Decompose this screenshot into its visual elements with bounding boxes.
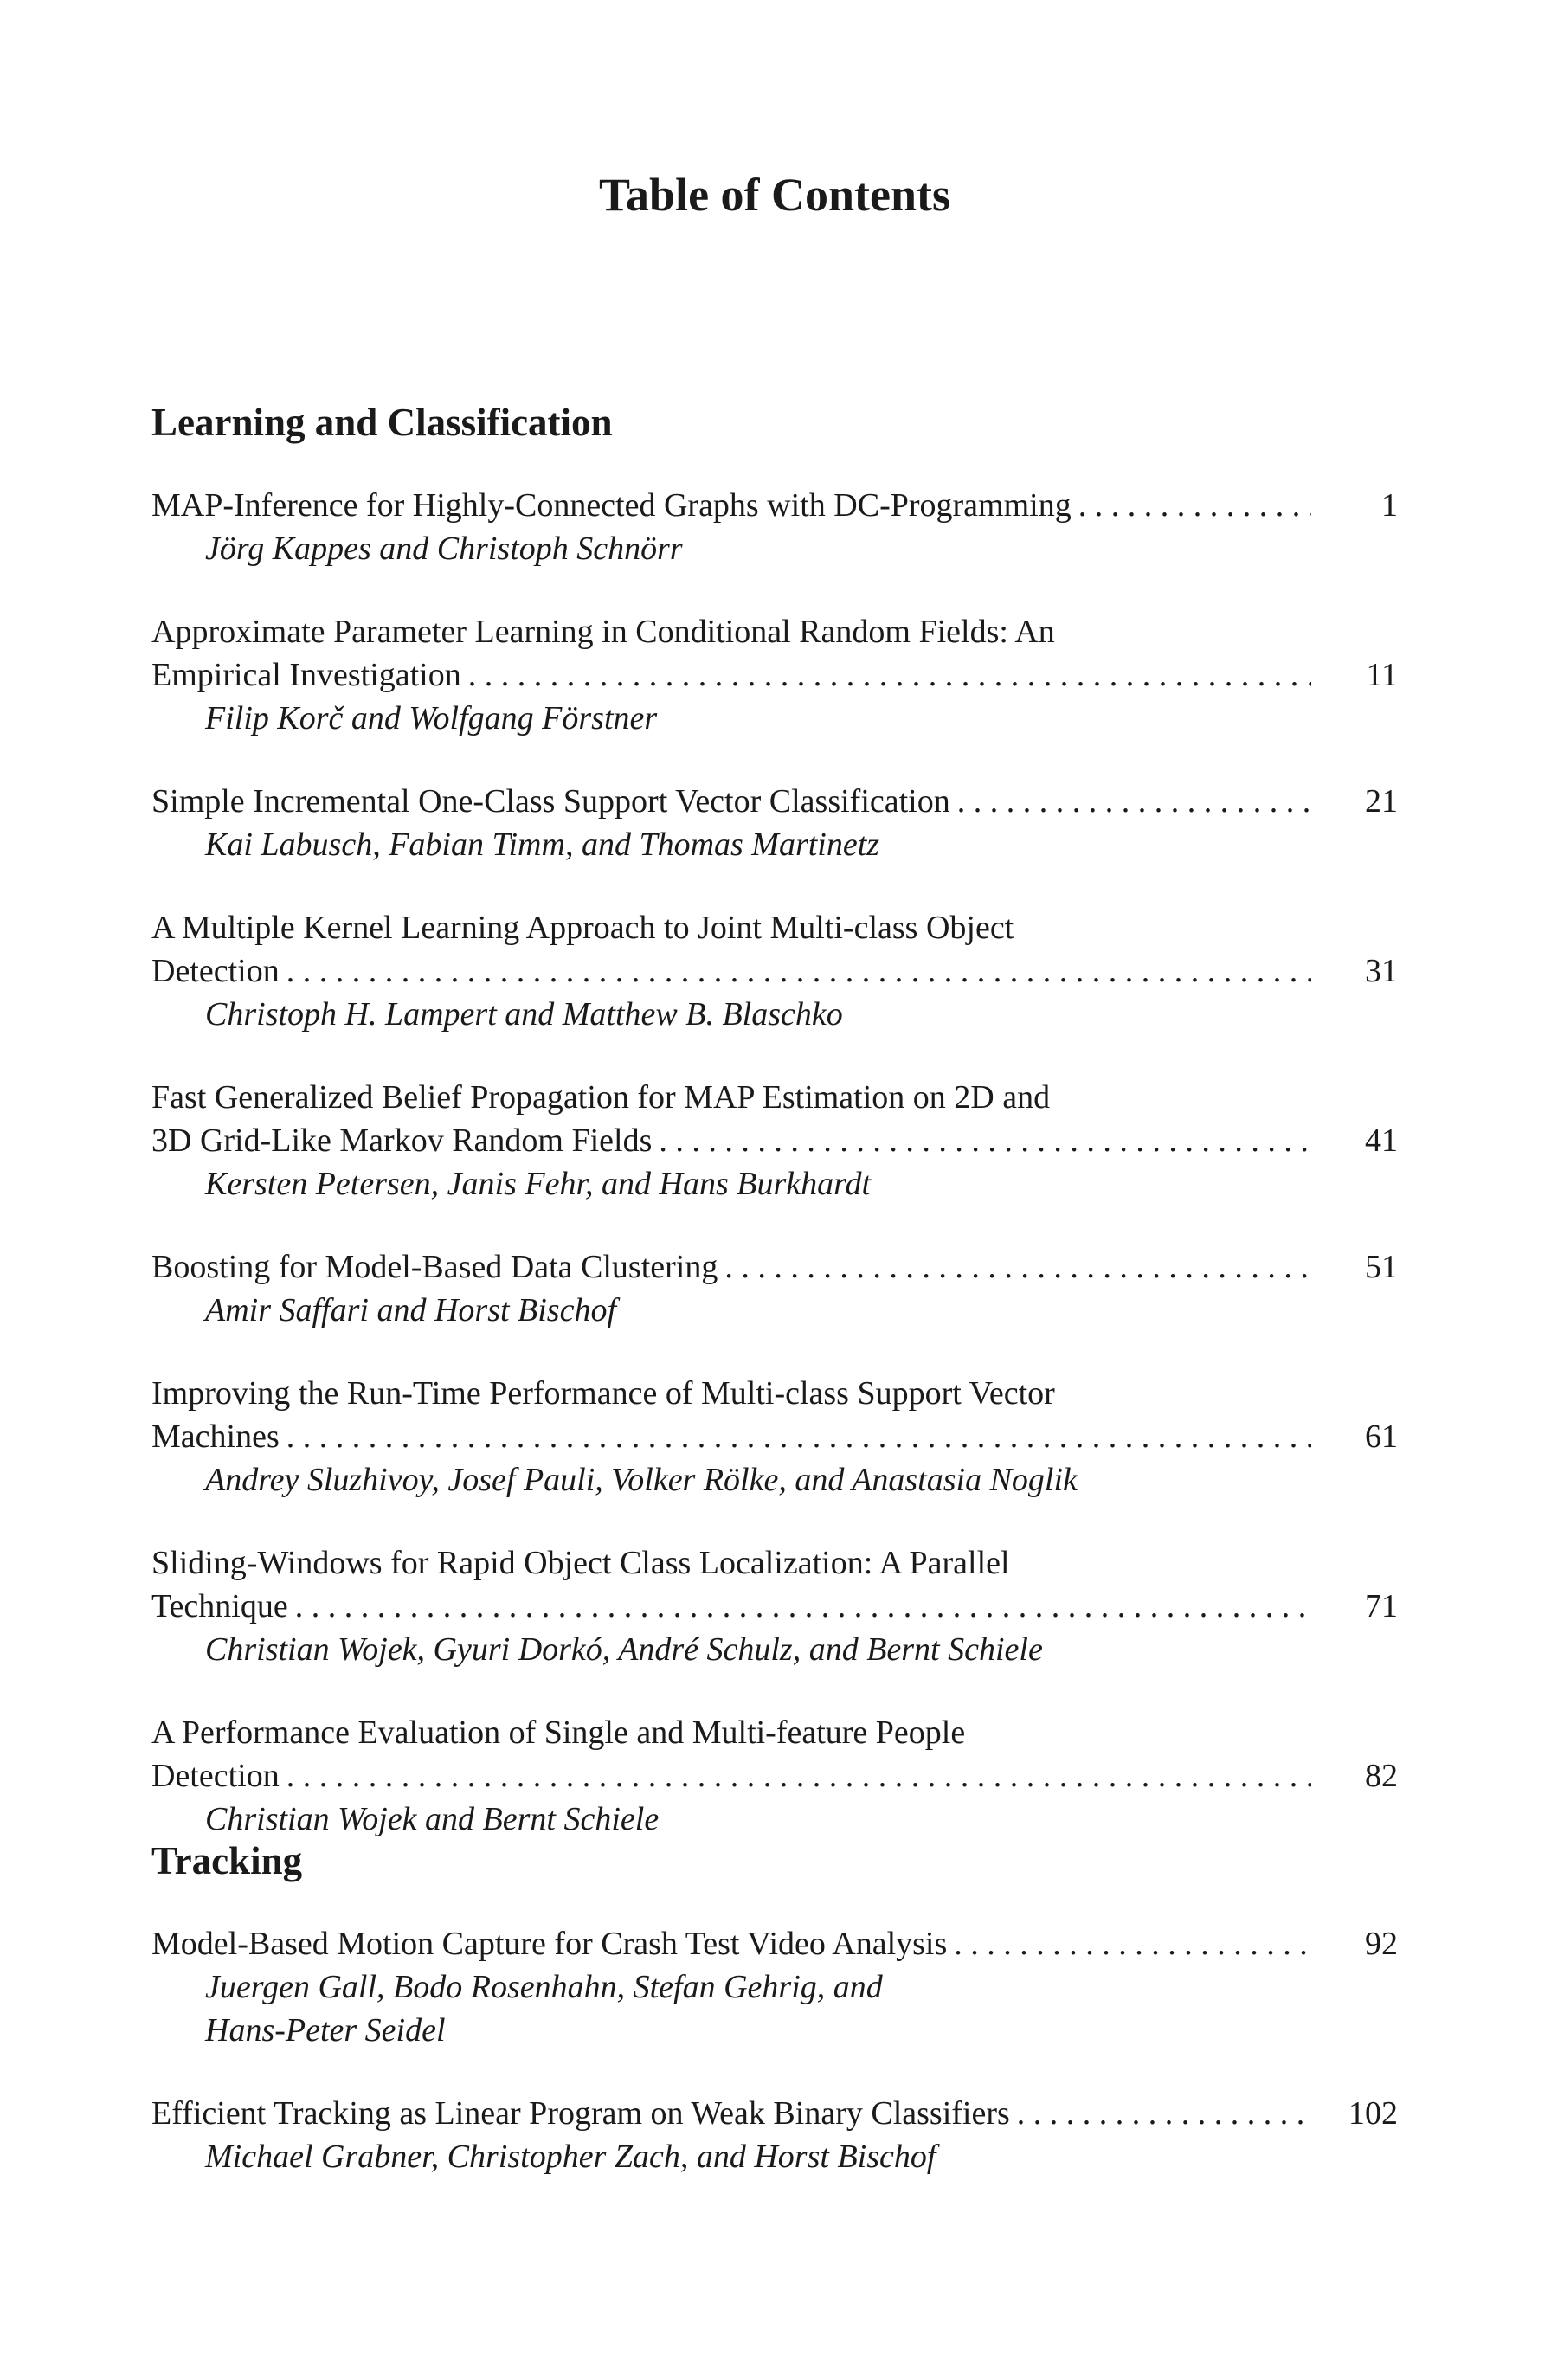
toc-entry-title-line (151, 2092, 1398, 2135)
toc-entry-authors: Amir Saffari and Horst Bischof (205, 1292, 617, 1328)
toc-entry-title: Technique (151, 1588, 288, 1624)
dot-leader (295, 1585, 1311, 1628)
toc-entry[interactable] (151, 1922, 1398, 2052)
toc-entry-title: A Multiple Kernel Learning Approach to Joint Multi-class Object (151, 910, 1014, 946)
toc-entry-title-line (151, 1711, 1398, 1754)
toc-entry-title-line (151, 1372, 1398, 1415)
toc-entry-page-number: 71 (1365, 1588, 1398, 1624)
toc-entry-authors: Filip Korč and Wolfgang Förstner (205, 700, 658, 737)
toc-entry-page-number: 11 (1366, 657, 1398, 693)
toc-entry[interactable] (151, 1076, 1398, 1206)
toc-entry-title: Boosting for Model-Based Data Clustering (151, 1249, 718, 1285)
toc-entry-title-line (151, 653, 1398, 697)
toc-entry-page-number: 82 (1365, 1758, 1398, 1794)
toc-entry-title-line (151, 1119, 1398, 1162)
toc-entry-authors: Hans-Peter Seidel (205, 2012, 446, 2049)
toc-entry-page-number: 92 (1365, 1926, 1398, 1962)
toc-entry-page-number: 1 (1381, 487, 1398, 524)
toc-entry-title-line (151, 610, 1398, 653)
toc-entry-title: Detection (151, 1758, 280, 1794)
dot-leader (286, 1754, 1311, 1798)
section-heading: Learning and Classification (151, 401, 613, 444)
toc-entry-title-line (151, 949, 1398, 993)
toc-entry-page-number: 41 (1365, 1122, 1398, 1159)
dot-leader (724, 1245, 1311, 1289)
toc-entry-title: Machines (151, 1418, 280, 1455)
dot-leader (468, 653, 1311, 697)
toc-entry[interactable] (151, 1541, 1398, 1671)
toc-entry-page-number: 31 (1365, 953, 1398, 989)
toc-entry-authors: Andrey Sluzhivoy, Josef Pauli, Volker Rölke, and Anastasia Noglik (205, 1462, 1078, 1498)
toc-entry-title-line (151, 780, 1398, 823)
page-title: Table of Contents (598, 169, 951, 221)
toc-entry-authors: Christoph H. Lampert and Matthew B. Blaschko (205, 996, 843, 1032)
toc-entry-title: Efficient Tracking as Linear Program on Weak Binary Classifiers (151, 2095, 1010, 2132)
dot-leader (286, 1415, 1311, 1458)
toc-section-tracking (151, 1839, 1398, 2218)
toc-entry-title: Empirical Investigation (151, 657, 461, 693)
toc-entry-title: Fast Generalized Belief Propagation for MAP Estimation on 2D and (151, 1079, 1051, 1116)
dot-leader (659, 1119, 1311, 1162)
toc-entry[interactable] (151, 484, 1398, 570)
toc-entry-title-line (151, 1245, 1398, 1289)
toc-entry-page-number: 51 (1365, 1249, 1398, 1285)
toc-entry-title-line (151, 1415, 1398, 1458)
toc-entry-title: Improving the Run-Time Performance of Multi-class Support Vector (151, 1375, 1055, 1412)
section-heading: Tracking (151, 1839, 303, 1882)
toc-entry-title: 3D Grid-Like Markov Random Fields (151, 1122, 653, 1159)
toc-entry-title: Simple Incremental One-Class Support Vector Classification (151, 783, 950, 820)
toc-entry[interactable] (151, 780, 1398, 866)
dot-leader (1078, 484, 1311, 527)
toc-entry-page-number: 21 (1365, 783, 1398, 820)
toc-entry-title-line (151, 1585, 1398, 1628)
toc-entry[interactable] (151, 1245, 1398, 1332)
toc-entry-title-line (151, 1922, 1398, 1965)
toc-entry-authors: Michael Grabner, Christopher Zach, and Horst Bischof (205, 2139, 936, 2175)
toc-entry-authors: Christian Wojek, Gyuri Dorkó, André Schulz, and Bernt Schiele (205, 1631, 1043, 1668)
dot-leader (957, 780, 1311, 823)
toc-section-learning-and-classification (151, 403, 1398, 1881)
toc-entry-page-number: 61 (1365, 1418, 1398, 1455)
toc-entry[interactable] (151, 906, 1398, 1036)
toc-entry-page-number: 102 (1348, 2095, 1398, 2132)
toc-entry-title-line (151, 1754, 1398, 1798)
toc-entry-title-line (151, 906, 1398, 949)
toc-entry-title-line (151, 484, 1398, 527)
toc-entry-title: Model-Based Motion Capture for Crash Test Video Analysis (151, 1926, 948, 1962)
toc-entry-title: Approximate Parameter Learning in Conditional Random Fields: An (151, 614, 1055, 650)
toc-entry-title: Sliding-Windows for Rapid Object Class Localization: A Parallel (151, 1545, 1010, 1581)
toc-entry-title: MAP-Inference for Highly-Connected Graphs with DC-Programming (151, 487, 1072, 524)
toc-entry[interactable] (151, 1711, 1398, 1841)
toc-entry-authors: Juergen Gall, Bodo Rosenhahn, Stefan Gehrig, and (205, 1969, 883, 2005)
toc-entry-title: A Performance Evaluation of Single and Multi-feature People (151, 1714, 966, 1751)
dot-leader (1017, 2092, 1311, 2135)
toc-entry[interactable] (151, 1372, 1398, 1502)
toc-entry-title-line (151, 1076, 1398, 1119)
toc-entry-title-line (151, 1541, 1398, 1585)
dot-leader (954, 1922, 1311, 1965)
toc-entry-authors: Kai Labusch, Fabian Timm, and Thomas Martinetz (205, 827, 880, 863)
toc-entry-title: Detection (151, 953, 280, 989)
toc-entry-authors: Jörg Kappes and Christoph Schnörr (205, 531, 683, 567)
toc-entry[interactable] (151, 610, 1398, 740)
toc-entry-authors: Christian Wojek and Bernt Schiele (205, 1801, 660, 1837)
toc-entry[interactable] (151, 2092, 1398, 2178)
dot-leader (286, 949, 1311, 993)
toc-entry-authors: Kersten Petersen, Janis Fehr, and Hans Burkhardt (205, 1166, 872, 1202)
